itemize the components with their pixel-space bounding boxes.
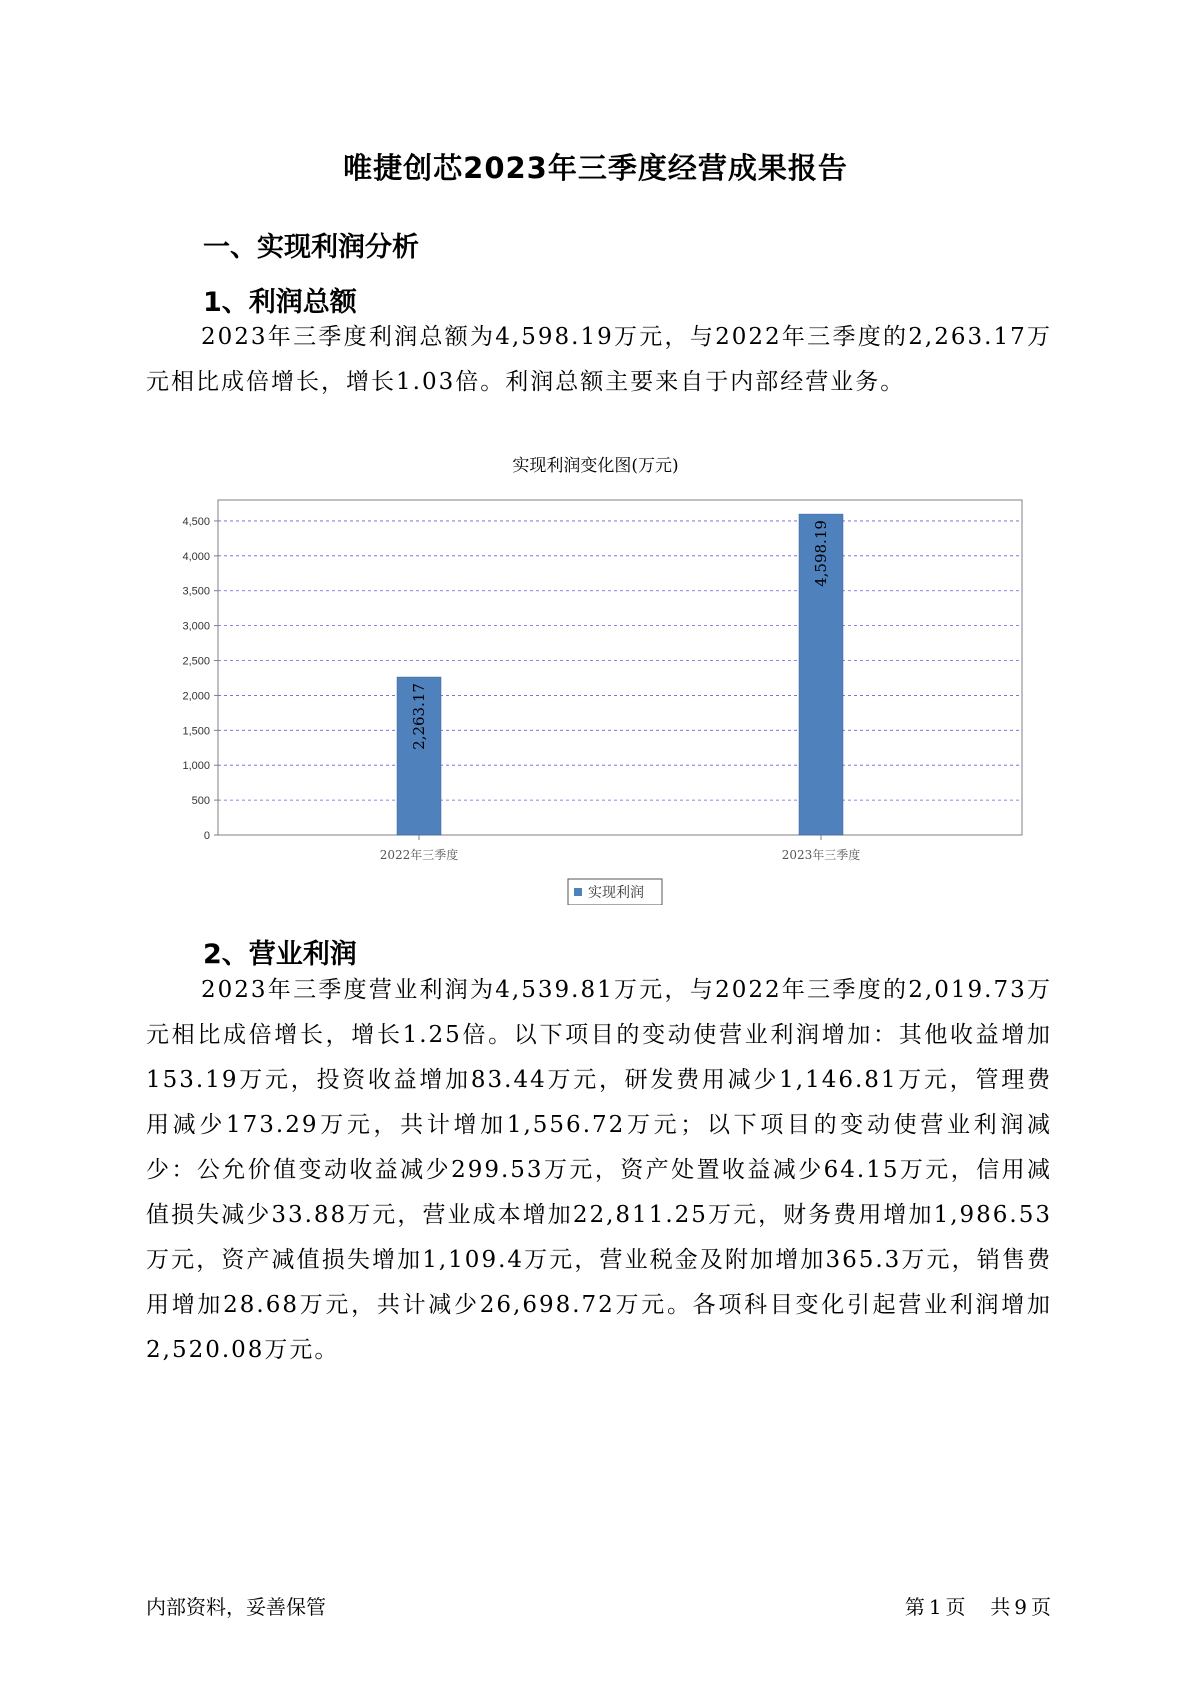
legend-swatch [574,888,582,896]
plot-area [218,500,1022,835]
chart-title: 实现利润变化图(万元) [512,456,679,476]
x-tick-label: 2023年三季度 [781,848,861,862]
footer-confidential-note: 内部资料，妥善保管 [146,1595,326,1619]
y-tick-label: 0 [203,830,210,842]
y-tick-label: 2,000 [182,690,210,703]
footer-page-info [903,1591,1053,1620]
bar-value-label: 2,263.17 [410,683,428,750]
x-tick-label: 2022年三季度 [379,848,459,862]
footer-page-word: 页 [945,1595,966,1619]
footer-page-prefix: 第 [904,1595,925,1619]
y-tick-label: 3,500 [182,585,210,598]
subheading-total-profit: 1、利润总额 [203,287,357,318]
profit-bar-chart [150,485,1050,905]
legend-label: 实现利润 [588,885,644,901]
y-tick-label: 500 [191,795,210,808]
y-tick-label: 3,000 [182,620,210,633]
bar-value-label: 4,598.19 [812,520,830,587]
footer-total-prefix: 共 [990,1595,1011,1619]
section-heading-profit-analysis: 一、实现利润分析 [203,232,419,263]
y-tick-label: 4,000 [182,550,210,563]
total-profit-paragraph: 2023年三季度利润总额为4,598.19万元，与2022年三季度的2,263.17万元相比成倍增长，增长1.03倍。利润总额主要来自于内部经营业务。 [146,324,1052,395]
y-tick-label: 4,500 [182,515,210,528]
y-tick-label: 1,000 [182,760,210,773]
operating-profit-paragraph: 2023年三季度营业利润为4,539.81万元，与2022年三季度的2,019.73万元相比成倍增长，增长1.25倍。以下项目的变动使营业利润增加：其他收益增加153.19万元，投资收益增加83.44万元，研发费用减少1,146.81万元，管理费用减少173.29万元，共计增加1,556.72万元；以下项目的变动使营业利润减少：公允价值变动收益减少299.53万元，资产处置收益减少64.15万元，信用减值损失减少33.88万元，营业成本增加22,811.25万元，财务费用增加1,986.53万元，资产减值损失增加1,109.4万元，营业税金及附加增加365.3万元，销售费用增加28.68万元，共计减少26,698.72万元。各项科目变化引起营业利润增加2,520.08万元。 [146,977,1052,1363]
y-tick-label: 1,500 [182,725,210,738]
subheading-operating-profit: 2、营业利润 [203,939,357,970]
y-tick-label: 2,500 [182,655,210,668]
footer-total-word: 页 [1031,1595,1051,1619]
report-title: 唯捷创芯2023年三季度经营成果报告 [343,151,848,185]
footer-page-number: 1 [928,1595,942,1619]
footer-total-pages: 9 [1014,1595,1027,1619]
